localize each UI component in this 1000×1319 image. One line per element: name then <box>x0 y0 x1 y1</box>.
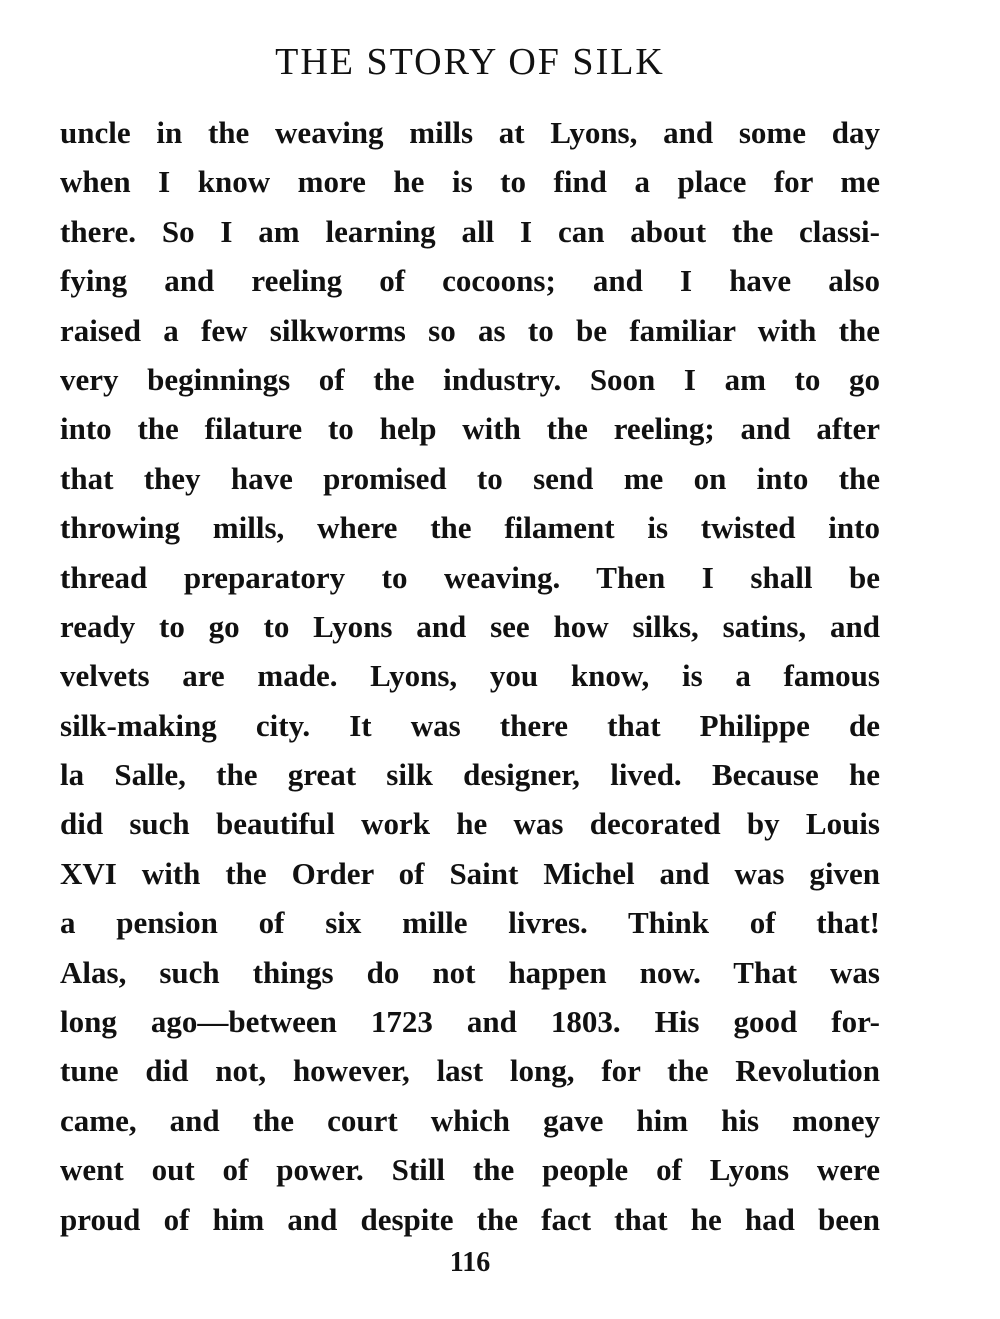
running-head: THE STORY OF SILK <box>275 41 665 83</box>
text-line: Alas, such things do not happen now. That was <box>60 954 880 990</box>
text-line: did such beautiful work he was decorated by Louis <box>60 806 880 842</box>
text-line: went out of power. Still the people of Lyons were <box>60 1152 880 1188</box>
text-line: tune did not, however, last long, for the Revolution <box>60 1053 880 1089</box>
text-line: throwing mills, where the filament is twisted into <box>60 510 880 546</box>
text-line: la Salle, the great silk designer, lived. Because he <box>60 757 880 793</box>
text-line: a pension of six mille livres. Think of that! <box>60 905 880 941</box>
text-line: XVI with the Order of Saint Michel and was given <box>60 855 880 891</box>
text-line: came, and the court which gave him his money <box>60 1102 880 1138</box>
text-line: there. So I am learning all I can about the classi- <box>60 213 880 249</box>
text-line: raised a few silkworms so as to be familiar with the <box>60 312 880 348</box>
body-text <box>60 108 880 1244</box>
text-line: thread preparatory to weaving. Then I shall be <box>60 559 880 595</box>
text-line: uncle in the weaving mills at Lyons, and some day <box>60 115 880 150</box>
text-line: that they have promised to send me on into the <box>60 460 880 496</box>
text-line: into the filature to help with the reeling; and after <box>60 411 880 447</box>
page-number: 116 <box>449 1247 491 1278</box>
text-line: silk-making city. It was there that Philippe de <box>60 707 880 743</box>
text-line: long ago—between 1723 and 1803. His good for- <box>60 1004 880 1040</box>
text-line: ready to go to Lyons and see how silks, satins, and <box>60 608 880 644</box>
text-line: when I know more he is to find a place for me <box>60 164 880 200</box>
text-line: very beginnings of the industry. Soon I am to go <box>60 361 880 397</box>
text-line: fying and reeling of cocoons; and I have also <box>60 263 880 299</box>
text-line: proud of him and despite the fact that he had been <box>60 1201 880 1237</box>
text-line: velvets are made. Lyons, you know, is a famous <box>60 658 880 694</box>
